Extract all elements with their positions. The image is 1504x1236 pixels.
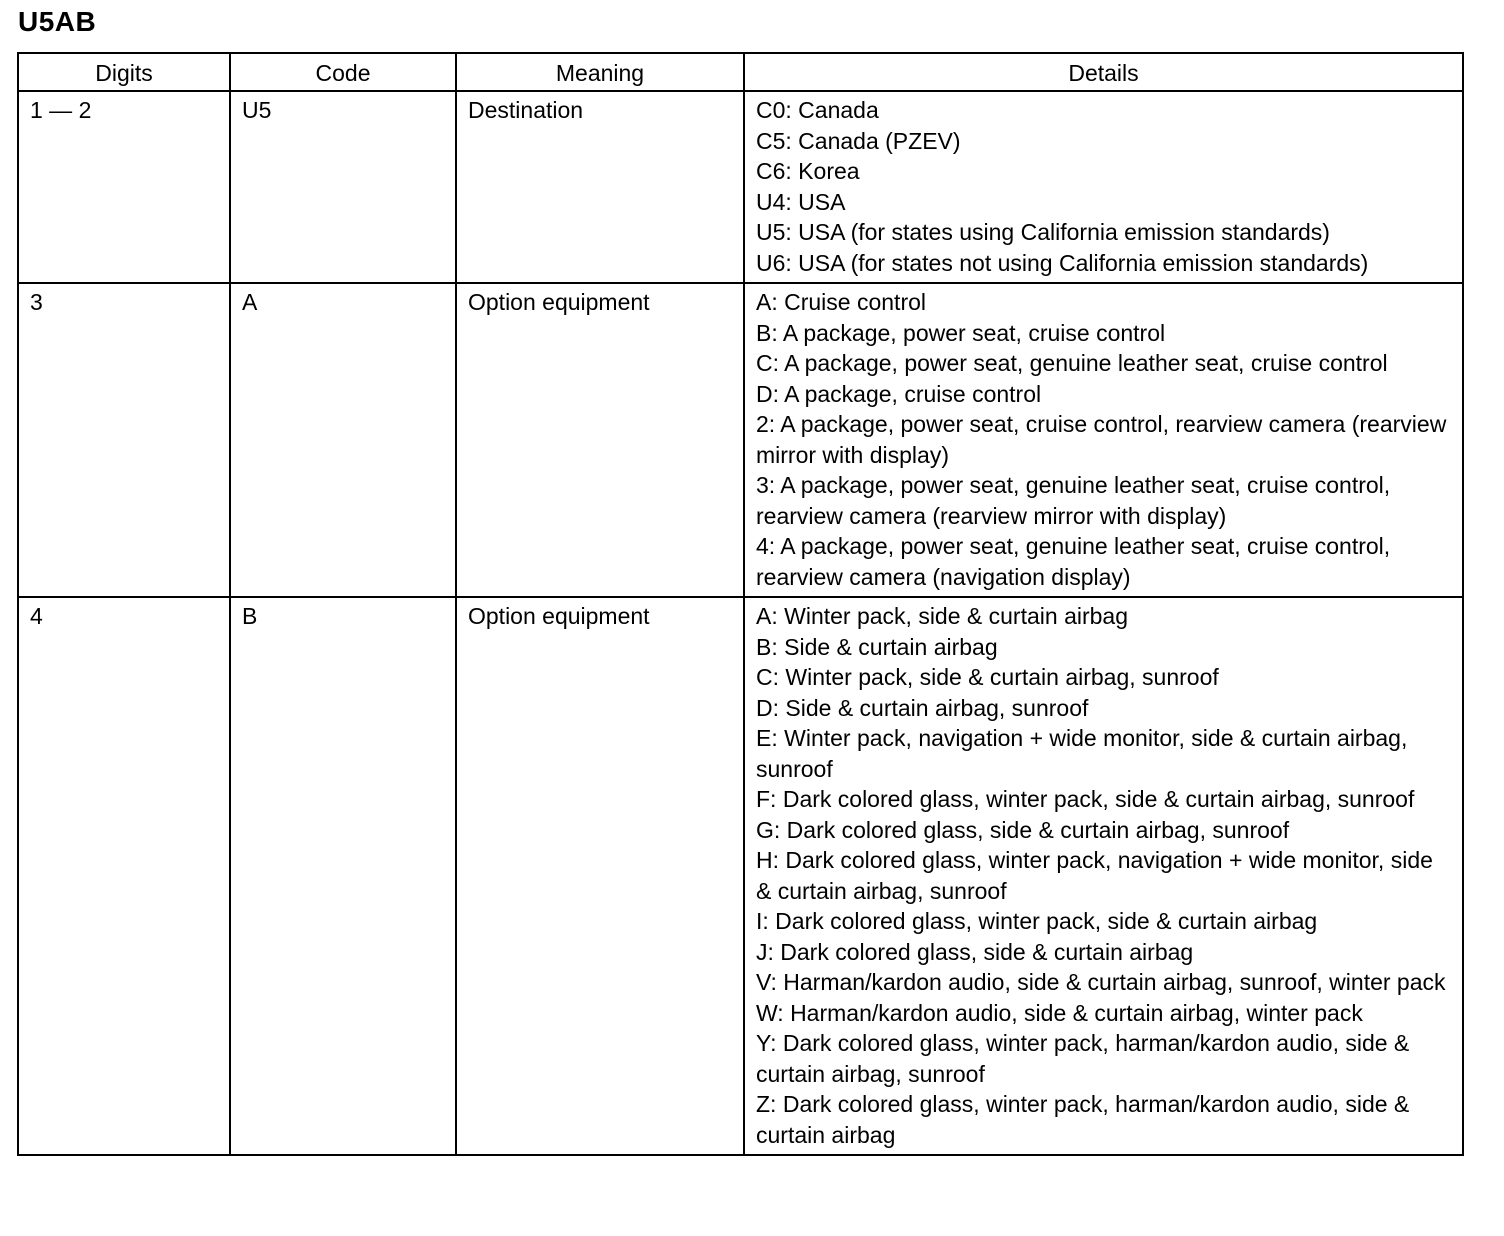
detail-line: U5: USA (for states using California emission standards) — [756, 219, 1330, 245]
cell-details — [744, 91, 1463, 283]
cell-meaning: Option equipment — [456, 597, 744, 1155]
detail-line: C: A package, power seat, genuine leather seat, cruise control — [756, 350, 1388, 376]
table-row — [18, 597, 1463, 1155]
cell-meaning: Option equipment — [456, 283, 744, 597]
cell-meaning: Destination — [456, 91, 744, 283]
detail-line: Z: Dark colored glass, winter pack, harman/kardon audio, side & curtain airbag — [756, 1091, 1410, 1148]
cell-digits: 1 — 2 — [18, 91, 230, 283]
detail-line: U6: USA (for states not using California emission standards) — [756, 249, 1369, 276]
code-table — [17, 52, 1464, 1156]
detail-line: C0: Canada — [756, 97, 879, 123]
page-title: U5AB — [18, 6, 97, 37]
detail-line: Y: Dark colored glass, winter pack, harman/kardon audio, side & curtain airbag, sunroof — [756, 1030, 1410, 1087]
detail-line: C5: Canada (PZEV) — [756, 127, 961, 154]
cell-digits: 3 — [18, 283, 230, 597]
detail-line: B: Side & curtain airbag — [756, 633, 998, 660]
detail-line: U4: USA — [756, 188, 846, 215]
detail-line: C: Winter pack, side & curtain airbag, sunroof — [756, 664, 1219, 690]
detail-line: W: Harman/kardon audio, side & curtain airbag, winter pack — [756, 999, 1363, 1026]
detail-line: B: A package, power seat, cruise control — [756, 319, 1166, 346]
detail-line: H: Dark colored glass, winter pack, navigation + wide monitor, side & curtain airbag, sunroof — [756, 847, 1433, 904]
cell-details — [744, 283, 1463, 597]
detail-line: A: Cruise control — [756, 289, 927, 315]
detail-line: I: Dark colored glass, winter pack, side & curtain airbag — [756, 908, 1318, 934]
detail-line: V: Harman/kardon audio, side & curtain airbag, sunroof, winter pack — [756, 969, 1446, 995]
detail-line: A: Winter pack, side & curtain airbag — [756, 603, 1128, 629]
cell-code: A — [230, 283, 456, 597]
header-meaning: Meaning — [456, 53, 744, 91]
detail-line: D: Side & curtain airbag, sunroof — [756, 694, 1089, 721]
cell-code: B — [230, 597, 456, 1155]
table-row — [18, 91, 1463, 283]
header-digits: Digits — [18, 53, 230, 91]
detail-line: D: A package, cruise control — [756, 380, 1042, 407]
detail-line: G: Dark colored glass, side & curtain airbag, sunroof — [756, 816, 1290, 843]
table-row — [18, 283, 1463, 597]
header-row — [18, 53, 1463, 91]
header-code: Code — [230, 53, 456, 91]
cell-details — [744, 597, 1463, 1155]
detail-line: C6: Korea — [756, 158, 860, 184]
cell-code: U5 — [230, 91, 456, 283]
cell-digits: 4 — [18, 597, 230, 1155]
detail-line: E: Winter pack, navigation + wide monitor, side & curtain airbag, sunroof — [756, 725, 1408, 782]
detail-line: J: Dark colored glass, side & curtain airbag — [756, 938, 1194, 965]
detail-line: 3: A package, power seat, genuine leather seat, cruise control, rearview camera (rearview mirror with display) — [756, 472, 1391, 529]
detail-line: 4: A package, power seat, genuine leather seat, cruise control, rearview camera (navigation display) — [756, 533, 1391, 590]
header-details: Details — [744, 53, 1463, 91]
detail-line: F: Dark colored glass, winter pack, side & curtain airbag, sunroof — [756, 786, 1415, 812]
detail-line: 2: A package, power seat, cruise control, rearview camera (rearview mirror with display) — [756, 411, 1447, 468]
